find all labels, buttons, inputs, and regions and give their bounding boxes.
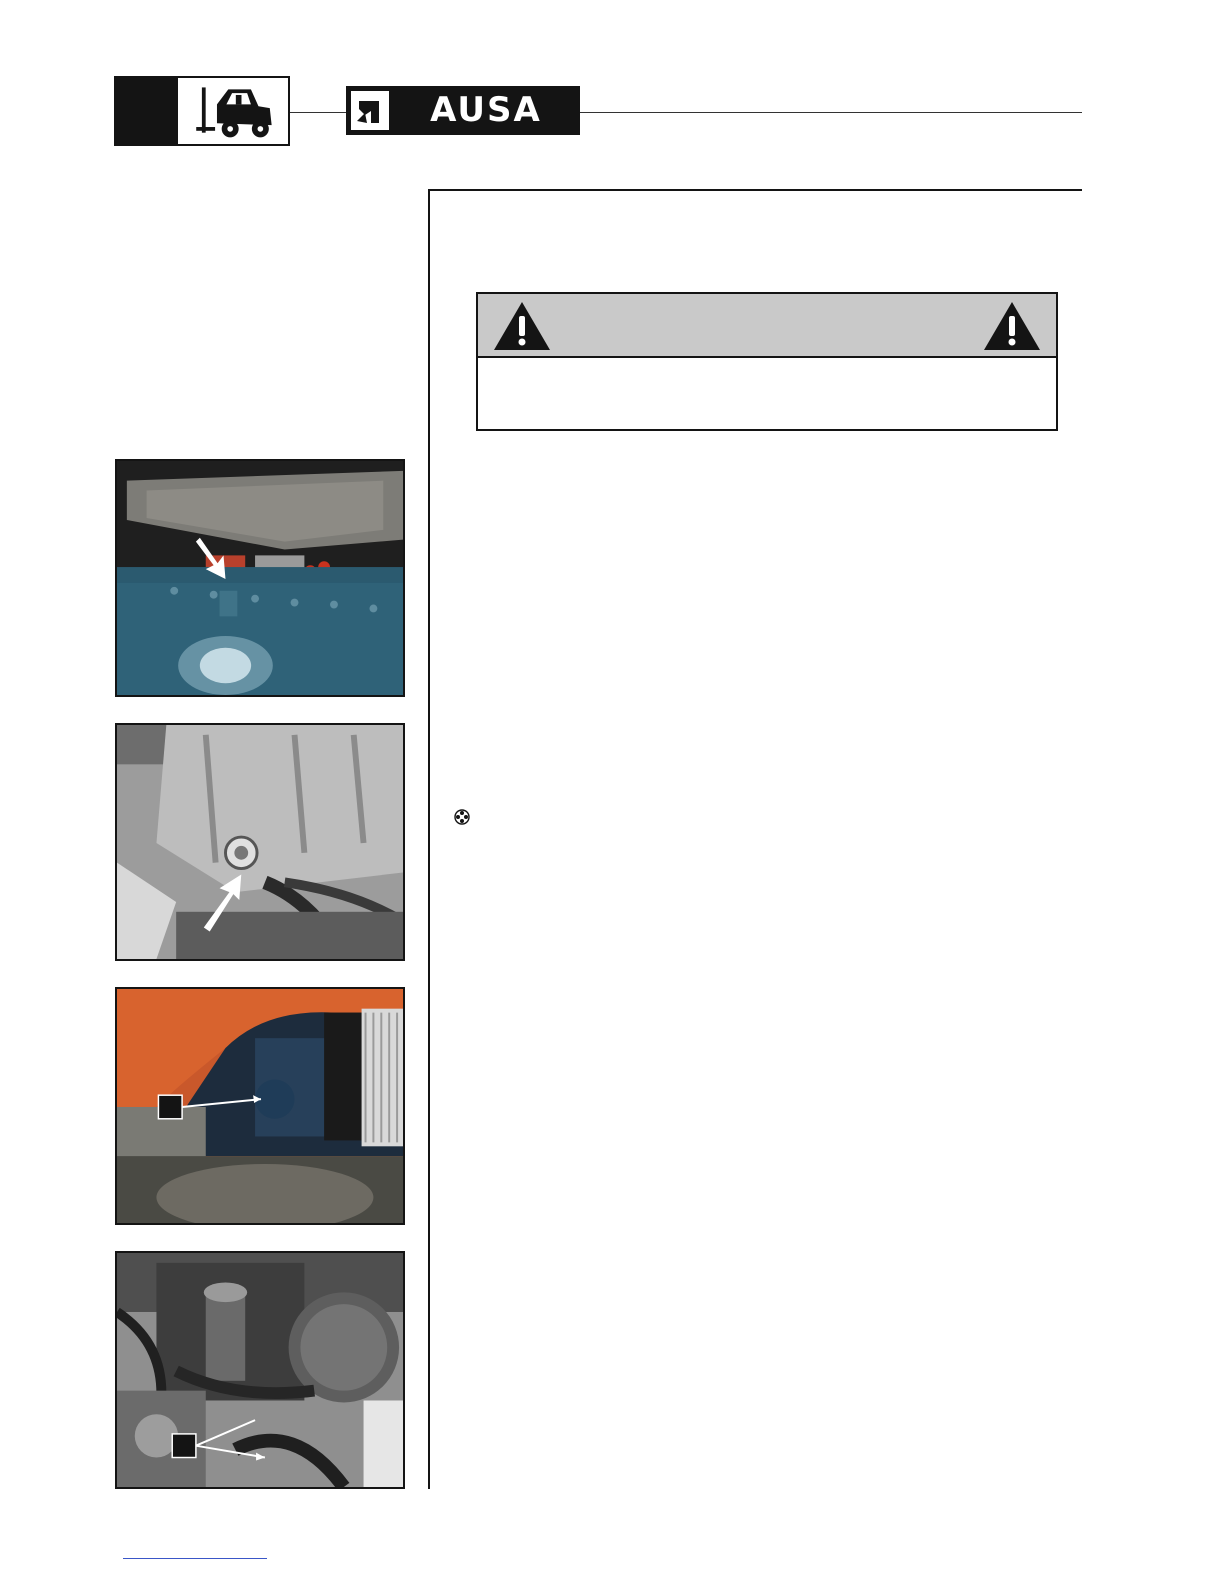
header-rule-left bbox=[290, 112, 346, 113]
flower-note-icon bbox=[453, 808, 471, 826]
brand-name: AUSA bbox=[430, 90, 542, 130]
content-frame-left bbox=[428, 189, 430, 1489]
ausa-logo-mark-icon bbox=[351, 91, 389, 130]
warning-triangle-icon bbox=[492, 300, 552, 352]
footer-link[interactable] bbox=[123, 1558, 267, 1559]
warning-triangle-icon bbox=[982, 300, 1042, 352]
forklift-icon bbox=[178, 78, 288, 144]
photo-engine-bay bbox=[115, 987, 405, 1225]
warning-header bbox=[478, 294, 1056, 358]
photo-engine-filters bbox=[115, 1251, 405, 1489]
warning-box bbox=[476, 292, 1058, 431]
content-frame-top bbox=[428, 189, 1082, 191]
photo-oil-drain-plug bbox=[115, 723, 405, 961]
callout-marker bbox=[158, 1095, 182, 1119]
forklift-icon-box bbox=[176, 76, 290, 146]
photo-engine-cover bbox=[115, 459, 405, 697]
brand-logo bbox=[346, 86, 580, 135]
header-rule-right bbox=[580, 112, 1082, 113]
header-black-tab bbox=[114, 76, 176, 146]
callout-marker bbox=[172, 1434, 196, 1458]
